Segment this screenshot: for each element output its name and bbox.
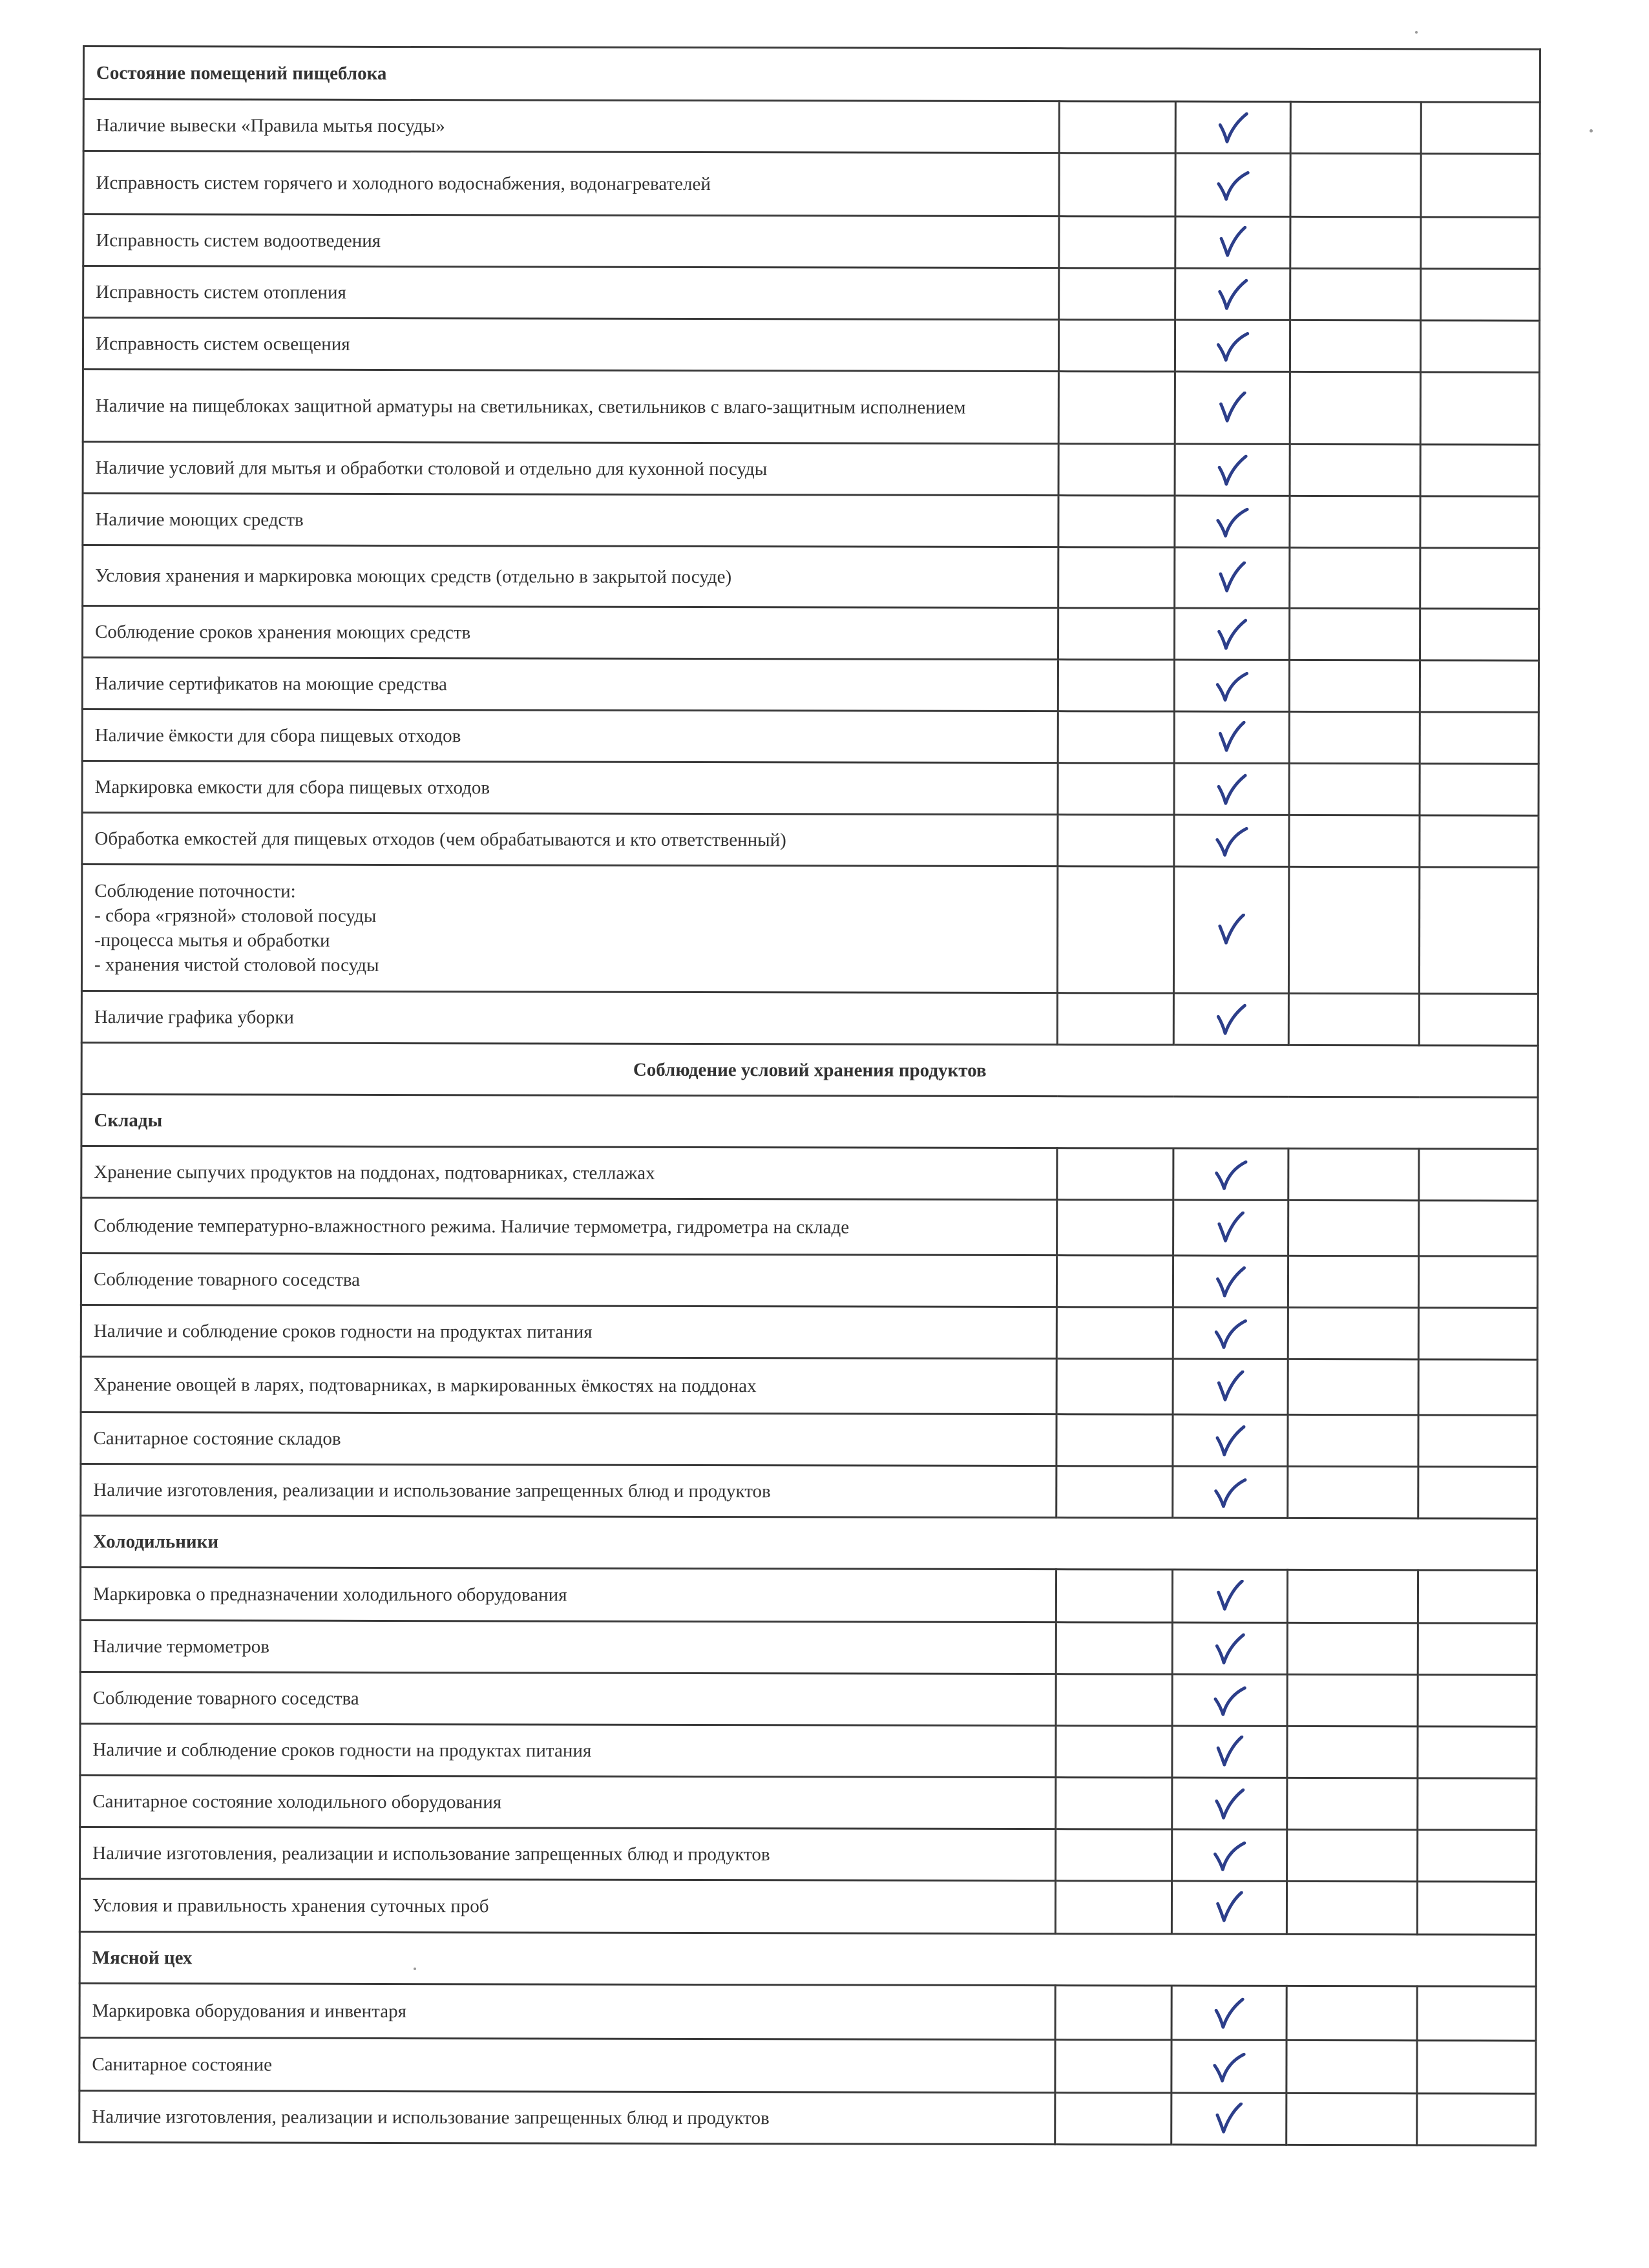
check-cell-yes — [1173, 866, 1288, 993]
check-cell-empty — [1418, 1727, 1537, 1778]
check-cell-empty — [1290, 547, 1420, 608]
check-mark-stroke — [1218, 1580, 1242, 1608]
criterion-text: Санитарное состояние складов — [81, 1412, 1056, 1465]
check-mark-stroke — [1220, 562, 1244, 590]
check-cell-yes — [1173, 1307, 1288, 1359]
checklist-row — [82, 813, 1539, 868]
check-cell-empty — [1419, 1149, 1538, 1201]
criterion-text: Маркировка оборудования и инвентаря — [79, 1983, 1055, 2039]
check-cell-empty — [1421, 217, 1540, 269]
criterion-text: Хранение сыпучих продуктов на поддонах, подтоварниках, стеллажах — [81, 1146, 1057, 1199]
check-mark-stroke — [1217, 509, 1246, 536]
criterion-text: Наличие ёмкости для сбора пищевых отходов — [82, 709, 1058, 763]
check-cell-yes — [1174, 660, 1289, 711]
check-cell-empty — [1059, 101, 1175, 153]
check-mark-stroke — [1218, 1005, 1245, 1033]
check-mark-stroke — [1220, 114, 1246, 142]
check-cell-empty — [1056, 1622, 1172, 1674]
check-cell-empty — [1288, 1307, 1418, 1359]
checklist-row — [82, 709, 1539, 764]
check-cell-empty — [1421, 269, 1540, 320]
check-cell-empty — [1289, 763, 1420, 815]
check-cell-empty — [1290, 496, 1420, 547]
check-cell-empty — [1417, 2041, 1536, 2094]
criterion-text: Наличие изготовления, реализации и использование запрещенных блюд и продуктов — [80, 1827, 1056, 1880]
checklist-row — [83, 151, 1540, 218]
check-cell-empty — [1289, 815, 1420, 866]
check-cell-empty — [1418, 1675, 1537, 1727]
criterion-text: Соблюдение поточности: - сбора «грязной» столовой посуды -процесса мытья и обработки - хранения чистой столовой посуды — [81, 865, 1057, 993]
scan-speck — [1590, 129, 1593, 132]
check-cell-empty — [1058, 547, 1175, 608]
criterion-text: Наличие графика уборки — [81, 991, 1057, 1044]
check-cell-empty — [1290, 216, 1421, 268]
check-cell-empty — [1055, 2093, 1171, 2145]
checklist-row — [81, 1197, 1538, 1256]
check-cell-empty — [1057, 1200, 1173, 1255]
check-mark-icon — [1213, 1475, 1248, 1509]
checklist-row — [81, 1464, 1537, 1518]
checklist-row — [83, 545, 1539, 609]
check-mark-stroke — [1214, 2054, 1243, 2081]
check-cell-yes — [1172, 1674, 1287, 1726]
check-cell-yes — [1173, 1200, 1288, 1255]
check-cell-empty — [1420, 548, 1539, 609]
checklist-row — [80, 1827, 1537, 1882]
check-cell-empty — [1287, 1622, 1418, 1674]
check-cell-empty — [1287, 1570, 1418, 1622]
check-cell-empty — [1417, 1986, 1536, 2041]
scan-speck — [414, 1968, 416, 1970]
check-cell-yes — [1172, 1726, 1287, 1778]
check-mark-stroke — [1215, 1843, 1244, 1869]
check-mark-icon — [1215, 617, 1250, 651]
check-mark-icon — [1212, 1838, 1247, 1872]
check-mark-icon — [1213, 1211, 1248, 1244]
check-mark-icon — [1212, 1683, 1247, 1717]
criterion-text: Наличие условий для мытья и обработки столовой и отдельно для кухонной посуды — [83, 442, 1058, 496]
check-cell-empty — [1056, 1414, 1173, 1466]
check-mark-icon — [1215, 391, 1250, 425]
check-mark-icon — [1212, 1891, 1246, 1924]
check-mark-icon — [1212, 1735, 1247, 1769]
check-cell-empty — [1418, 1830, 1537, 1882]
criterion-text: Наличие сертификатов на моющие средства — [82, 658, 1058, 711]
checklist-row — [83, 606, 1539, 661]
check-cell-yes — [1172, 1622, 1287, 1674]
group-title: Склады — [81, 1094, 1538, 1149]
check-cell-empty — [1058, 660, 1174, 711]
check-cell-yes — [1173, 1414, 1288, 1466]
check-mark-icon — [1213, 1423, 1248, 1457]
check-cell-empty — [1419, 867, 1538, 994]
checklist-row — [80, 1672, 1537, 1727]
checklist-row — [83, 266, 1540, 321]
check-mark-icon — [1214, 669, 1249, 702]
group-header-row — [81, 1094, 1538, 1149]
check-cell-empty — [1420, 712, 1539, 764]
check-cell-empty — [1287, 1986, 1417, 2040]
check-cell-empty — [1289, 660, 1420, 711]
check-cell-yes — [1171, 1881, 1287, 1934]
check-mark-stroke — [1219, 1212, 1243, 1240]
check-mark-stroke — [1218, 1736, 1242, 1764]
check-cell-empty — [1057, 866, 1173, 993]
check-cell-yes — [1174, 815, 1289, 866]
criterion-text: Наличие и соблюдение сроков годности на продуктах питания — [80, 1723, 1056, 1777]
checklist-row — [81, 865, 1538, 994]
check-cell-empty — [1056, 1307, 1173, 1359]
check-cell-empty — [1288, 1359, 1418, 1414]
checklist-row — [82, 658, 1539, 713]
check-cell-empty — [1288, 1466, 1418, 1518]
check-mark-icon — [1212, 2102, 1246, 2136]
check-cell-yes — [1172, 1570, 1287, 1622]
criterion-text: Наличие вывески «Правила мытья посуды» — [83, 100, 1059, 153]
check-mark-icon — [1212, 1996, 1246, 2030]
check-cell-empty — [1056, 1726, 1172, 1778]
check-cell-empty — [1290, 372, 1420, 444]
check-cell-empty — [1418, 1415, 1537, 1467]
check-cell-empty — [1059, 268, 1175, 320]
check-cell-empty — [1287, 1674, 1418, 1726]
check-cell-yes — [1173, 993, 1288, 1045]
check-mark-icon — [1213, 1265, 1248, 1298]
check-cell-empty — [1418, 1467, 1537, 1518]
check-cell-empty — [1058, 372, 1175, 444]
check-cell-yes — [1174, 711, 1289, 763]
checklist-row — [82, 761, 1539, 816]
check-mark-icon — [1212, 2050, 1246, 2083]
check-mark-stroke — [1217, 828, 1246, 855]
checklist-row — [79, 1983, 1536, 2041]
group-title: Мясной цех — [79, 1931, 1536, 1986]
check-cell-empty — [1287, 1829, 1418, 1881]
check-cell-yes — [1175, 496, 1290, 547]
group-header-row — [81, 1515, 1537, 1570]
check-cell-empty — [1056, 1359, 1173, 1414]
checklist-row — [83, 318, 1539, 373]
check-cell-empty — [1420, 445, 1539, 496]
check-cell-empty — [1058, 608, 1175, 660]
criterion-text: Исправность систем водоотведения — [83, 215, 1059, 268]
check-mark-stroke — [1218, 333, 1247, 360]
group-header-row — [79, 1931, 1536, 1986]
criterion-text: Обработка емкостей для пищевых отходов (чем обрабатываются и кто ответственный) — [82, 813, 1058, 866]
check-cell-empty — [1057, 993, 1173, 1045]
check-cell-empty — [1056, 1674, 1172, 1726]
check-cell-yes — [1175, 372, 1290, 444]
check-cell-empty — [1420, 496, 1539, 548]
check-mark-stroke — [1215, 1688, 1244, 1714]
check-cell-empty — [1288, 1255, 1418, 1307]
check-cell-empty — [1418, 1570, 1537, 1623]
check-cell-empty — [1289, 711, 1420, 763]
check-cell-empty — [1421, 154, 1540, 217]
check-cell-yes — [1173, 1359, 1288, 1414]
check-cell-empty — [1059, 216, 1175, 268]
check-cell-empty — [1056, 1829, 1172, 1881]
check-cell-empty — [1058, 763, 1174, 815]
check-cell-empty — [1288, 866, 1419, 993]
check-cell-empty — [1056, 1255, 1173, 1307]
checklist-row — [80, 1620, 1537, 1675]
check-cell-empty — [1058, 711, 1174, 763]
criterion-text: Исправность систем освещения — [83, 318, 1058, 372]
criterion-text: Наличие на пищеблоках защитной арматуры на светильниках, светильников с влаго-защитным исполнением — [83, 370, 1058, 444]
check-cell-yes — [1173, 1466, 1288, 1518]
check-mark-icon — [1214, 913, 1249, 947]
group-title: Состояние помещений пищеблока — [83, 47, 1540, 103]
check-cell-yes — [1175, 444, 1290, 496]
check-mark-stroke — [1219, 914, 1243, 942]
check-cell-empty — [1287, 1726, 1418, 1778]
check-mark-icon — [1213, 1370, 1248, 1403]
checklist-row — [80, 1723, 1537, 1778]
check-cell-empty — [1420, 815, 1539, 867]
checklist-row — [81, 1253, 1537, 1308]
check-cell-empty — [1288, 1414, 1418, 1466]
checklist-row — [80, 1567, 1537, 1623]
check-mark-stroke — [1219, 1371, 1243, 1399]
check-cell-yes — [1171, 1986, 1287, 2040]
check-cell-yes — [1175, 320, 1290, 372]
checklist-row — [83, 442, 1539, 497]
checklist-row — [81, 1146, 1538, 1201]
check-cell-empty — [1055, 1881, 1171, 1934]
checklist-row — [79, 1878, 1536, 1935]
criterion-text: Соблюдение температурно-влажностного режима. Наличие термометра, гидрометра на складе — [81, 1197, 1057, 1255]
check-mark-stroke — [1216, 1999, 1243, 2027]
check-cell-empty — [1058, 444, 1175, 496]
checklist-row — [81, 1412, 1537, 1467]
criterion-text: Наличие и соблюдение сроков годности на продуктах питания — [81, 1305, 1056, 1358]
check-cell-empty — [1418, 1308, 1537, 1360]
check-cell-empty — [1419, 994, 1538, 1045]
check-cell-yes — [1172, 1778, 1287, 1829]
check-mark-icon — [1215, 329, 1250, 362]
check-cell-empty — [1420, 660, 1539, 712]
check-mark-icon — [1215, 277, 1250, 311]
check-mark-stroke — [1218, 173, 1247, 199]
criterion-text: Соблюдение товарного соседства — [80, 1672, 1056, 1725]
checklist-row — [83, 215, 1540, 269]
check-mark-icon — [1212, 1579, 1247, 1613]
checklist-row — [83, 100, 1540, 154]
check-mark-stroke — [1219, 775, 1245, 803]
checklist-row — [79, 2090, 1536, 2145]
check-mark-stroke — [1221, 227, 1245, 255]
criterion-text: Исправность систем отопления — [83, 266, 1059, 320]
check-cell-empty — [1418, 1256, 1537, 1308]
check-mark-stroke — [1217, 673, 1246, 700]
check-mark-stroke — [1217, 2103, 1241, 2131]
check-mark-icon — [1213, 1002, 1248, 1036]
check-cell-empty — [1288, 993, 1419, 1045]
check-cell-yes — [1174, 763, 1289, 815]
check-cell-empty — [1058, 320, 1175, 372]
criterion-text: Соблюдение товарного соседства — [81, 1253, 1056, 1307]
checklist-row — [83, 370, 1539, 445]
check-cell-yes — [1172, 1829, 1287, 1881]
checklist-page — [78, 45, 1539, 2147]
check-mark-icon — [1213, 1157, 1248, 1191]
scan-speck — [1415, 31, 1418, 34]
check-cell-empty — [1418, 1778, 1537, 1830]
criterion-text: Хранение овощей в ларях, подтоварниках, в маркированных ёмкостях на поддонах — [81, 1356, 1056, 1414]
check-cell-empty — [1290, 320, 1420, 372]
check-cell-yes — [1171, 2040, 1287, 2093]
check-mark-stroke — [1220, 722, 1244, 750]
check-cell-empty — [1058, 815, 1174, 866]
check-cell-empty — [1290, 268, 1421, 320]
criterion-text: Санитарное состояние холодильного оборудования — [80, 1775, 1056, 1829]
check-cell-yes — [1175, 101, 1290, 153]
check-cell-yes — [1171, 2093, 1287, 2145]
checklist-row — [81, 1356, 1537, 1415]
check-mark-stroke — [1216, 1162, 1245, 1188]
check-mark-stroke — [1216, 1321, 1245, 1347]
check-cell-empty — [1421, 102, 1540, 154]
check-cell-empty — [1288, 1200, 1419, 1255]
criterion-text: Условия хранения и маркировка моющих средств (отдельно в закрытой посуде) — [83, 545, 1058, 608]
check-mark-icon — [1215, 561, 1250, 594]
check-cell-empty — [1059, 153, 1175, 216]
check-cell-yes — [1175, 153, 1290, 216]
check-cell-empty — [1055, 2040, 1171, 2093]
section-title: Соблюдение условий хранения продуктов — [81, 1042, 1538, 1097]
check-mark-icon — [1214, 720, 1249, 754]
check-cell-empty — [1055, 1986, 1171, 2040]
section-title-row — [81, 1042, 1538, 1097]
check-mark-icon — [1212, 1632, 1247, 1665]
checklist-row — [83, 494, 1539, 549]
criterion-text: Соблюдение сроков хранения моющих средств — [83, 606, 1058, 660]
check-cell-empty — [1057, 1148, 1173, 1200]
check-cell-empty — [1056, 1570, 1172, 1622]
checklist-row — [81, 991, 1538, 1045]
check-cell-empty — [1417, 1882, 1536, 1935]
check-mark-stroke — [1219, 280, 1246, 308]
criterion-text: Наличие изготовления, реализации и использование запрещенных блюд и продуктов — [81, 1464, 1056, 1517]
check-mark-stroke — [1219, 620, 1245, 648]
check-cell-yes — [1175, 608, 1290, 660]
check-mark-icon — [1215, 226, 1250, 259]
check-cell-empty — [1420, 372, 1539, 445]
check-cell-empty — [1287, 2040, 1417, 2093]
check-mark-icon — [1213, 1316, 1248, 1350]
check-mark-icon — [1215, 110, 1250, 144]
check-cell-yes — [1175, 268, 1290, 320]
check-cell-empty — [1287, 1778, 1418, 1829]
check-cell-empty — [1056, 1466, 1173, 1518]
check-cell-empty — [1056, 1778, 1172, 1829]
check-mark-icon — [1215, 505, 1250, 538]
check-cell-empty — [1287, 1881, 1417, 1934]
check-cell-empty — [1418, 1360, 1537, 1415]
check-cell-empty — [1417, 2094, 1536, 2145]
criterion-text: Санитарное состояние — [79, 2037, 1055, 2092]
check-cell-empty — [1290, 153, 1421, 216]
check-cell-empty — [1290, 608, 1420, 660]
criterion-text: Маркировка емкости для сбора пищевых отходов — [82, 761, 1058, 815]
check-cell-empty — [1419, 1201, 1538, 1256]
check-cell-empty — [1287, 2093, 1417, 2145]
check-mark-icon — [1212, 1787, 1247, 1820]
check-mark-stroke — [1217, 1892, 1241, 1920]
criterion-text: Условия и правильность хранения суточных проб — [79, 1878, 1055, 1933]
check-mark-icon — [1215, 168, 1250, 202]
check-cell-empty — [1290, 444, 1420, 496]
check-cell-empty — [1288, 1148, 1419, 1200]
criterion-text: Наличие термометров — [80, 1620, 1056, 1674]
check-cell-yes — [1173, 1255, 1288, 1307]
check-cell-yes — [1173, 1148, 1288, 1200]
sanitary-checklist-table — [78, 45, 1541, 2147]
group-header-row — [83, 47, 1540, 103]
criterion-text: Наличие изготовления, реализации и использование запрещенных блюд и продуктов — [79, 2090, 1055, 2144]
check-cell-empty — [1058, 496, 1175, 547]
group-title: Холодильники — [81, 1515, 1537, 1570]
check-mark-icon — [1215, 453, 1250, 487]
check-mark-stroke — [1215, 1480, 1245, 1506]
check-cell-empty — [1420, 320, 1539, 372]
check-mark-stroke — [1219, 456, 1246, 484]
criterion-text: Исправность систем горячего и холодного водоснабжения, водонагревателей — [83, 151, 1059, 216]
check-mark-stroke — [1216, 1790, 1243, 1818]
criterion-text: Наличие моющих средств — [83, 494, 1058, 547]
checklist-row — [80, 1775, 1537, 1830]
checklist-row — [79, 2037, 1536, 2094]
criterion-text: Маркировка о предназначении холодильного оборудования — [80, 1567, 1056, 1622]
check-cell-yes — [1175, 216, 1290, 268]
check-mark-stroke — [1217, 1268, 1244, 1296]
check-mark-icon — [1214, 824, 1249, 857]
check-mark-icon — [1214, 772, 1249, 806]
check-mark-stroke — [1217, 1427, 1243, 1454]
check-cell-yes — [1175, 547, 1290, 608]
check-cell-empty — [1290, 101, 1421, 153]
check-cell-empty — [1420, 609, 1539, 660]
check-cell-empty — [1420, 764, 1539, 815]
check-cell-empty — [1418, 1623, 1537, 1675]
check-mark-stroke — [1221, 392, 1245, 420]
check-mark-stroke — [1217, 1635, 1243, 1663]
checklist-row — [81, 1305, 1537, 1360]
